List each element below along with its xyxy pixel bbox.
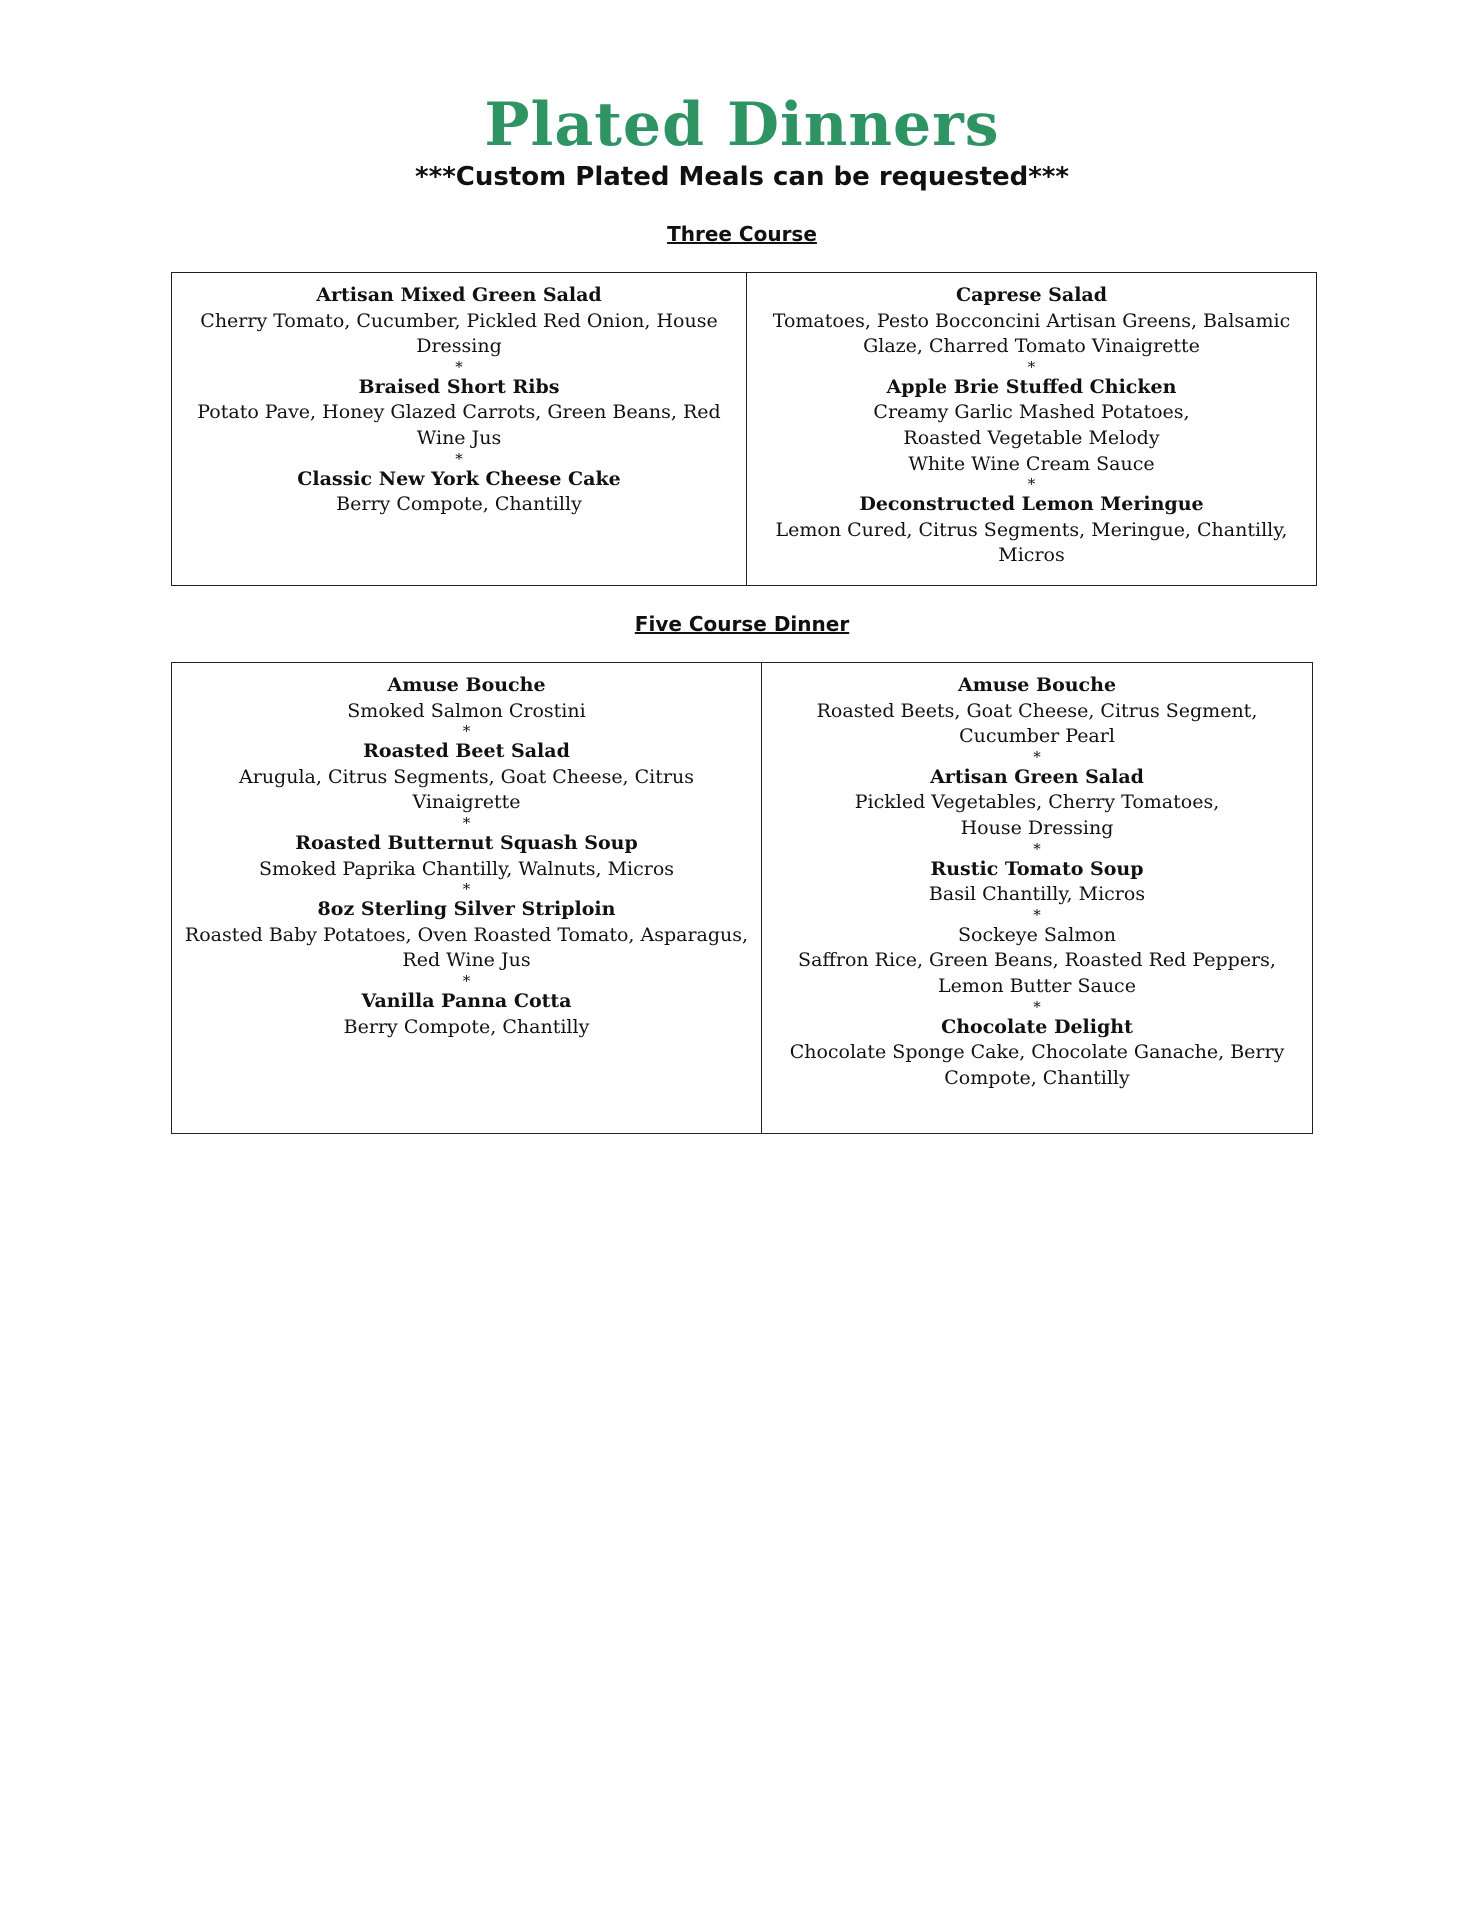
course-separator: * [1027, 475, 1036, 494]
course-name: Apple Brie Stuffed Chicken [886, 375, 1177, 398]
course-separator: * [1033, 839, 1041, 858]
course-description: Tomatoes, Pesto Bocconcini Artisan Greens, Balsamic Glaze, Charred Tomato Vinaigrette [772, 309, 1291, 358]
course-description: Berry Compote, Chantilly [336, 493, 582, 516]
course-name: Roasted Beet Salad [363, 740, 570, 763]
course-name: Classic New York Cheese Cake [297, 467, 621, 490]
course-name: Deconstructed Lemon Meringue [859, 493, 1204, 516]
course-description: Smoked Salmon Crostini [347, 699, 586, 722]
course-description: Berry Compote, Chantilly [343, 1015, 590, 1038]
five-course-menu-option-2 [762, 663, 1313, 1134]
course-description: Cherry Tomato, Cucumber, Pickled Red Onion, House Dressing [200, 309, 718, 358]
course-description: Smoked Paprika Chantilly, Walnuts, Micros [258, 857, 675, 880]
page-title: Plated Dinners [484, 90, 1000, 160]
five-course-heading: Five Course Dinner [634, 612, 850, 636]
course-description-line: Roasted Vegetable Melody [903, 426, 1160, 449]
course-description: Lemon Cured, Citrus Segments, Meringue, Chantilly, Micros [775, 518, 1288, 567]
course-description-line: House Dressing [960, 816, 1114, 839]
course-name-plain: Sockeye Salmon [958, 923, 1116, 946]
course-separator: * [462, 880, 471, 899]
course-description: Chocolate Sponge Cake, Chocolate Ganache, Berry Compote, Chantilly [789, 1041, 1285, 1089]
three-course-menu-table [171, 272, 1317, 586]
course-separator: * [455, 357, 463, 376]
course-separator: * [1033, 747, 1041, 766]
course-name: 8oz Sterling Silver Striploin [317, 898, 616, 921]
course-name: Roasted Butternut Squash Soup [295, 831, 638, 854]
course-description: Roasted Beets, Goat Cheese, Citrus Segment, Cucumber Pearl [816, 699, 1258, 748]
course-description-line: Pickled Vegetables, Cherry Tomatoes, [854, 791, 1220, 814]
course-separator: * [1033, 905, 1041, 924]
course-name: Chocolate Delight [941, 1015, 1133, 1038]
page-subtitle: ***Custom Plated Meals can be requested*** [415, 162, 1069, 192]
course-separator: * [455, 449, 463, 468]
course-description: Basil Chantilly, Micros [928, 883, 1146, 906]
course-name: Artisan Green Salad [930, 765, 1144, 788]
course-name: Vanilla Panna Cotta [361, 989, 572, 1012]
course-description-line: Creamy Garlic Mashed Potatoes, [873, 401, 1190, 424]
course-separator: * [1033, 997, 1041, 1016]
course-name: Amuse Bouche [387, 674, 546, 696]
course-name: Rustic Tomato Soup [930, 857, 1144, 880]
course-separator: * [462, 722, 471, 741]
course-description: Arugula, Citrus Segments, Goat Cheese, Citrus Vinaigrette [239, 765, 694, 814]
course-name: Braised Short Ribs [358, 375, 560, 398]
course-separator: * [1027, 357, 1036, 376]
five-course-menu-table [171, 662, 1313, 1134]
three-course-menu-option-1 [172, 273, 747, 586]
course-separator: * [462, 971, 471, 990]
course-description: Potato Pave, Honey Glazed Carrots, Green Beans, Red Wine Jus [197, 401, 721, 449]
five-course-menu-option-1 [172, 663, 762, 1134]
course-description: Roasted Baby Potatoes, Oven Roasted Tomato, Asparagus, Red Wine Jus [184, 923, 749, 972]
three-course-menu-option-2 [747, 273, 1317, 586]
course-name: Caprese Salad [955, 284, 1108, 306]
course-description-line: White Wine Cream Sauce [908, 452, 1155, 475]
course-description: Saffron Rice, Green Beans, Roasted Red Peppers, Lemon Butter Sauce [798, 949, 1276, 997]
course-separator: * [462, 813, 471, 832]
three-course-heading: Three Course [667, 222, 817, 246]
course-name: Amuse Bouche [957, 674, 1117, 696]
course-name: Artisan Mixed Green Salad [316, 284, 602, 306]
